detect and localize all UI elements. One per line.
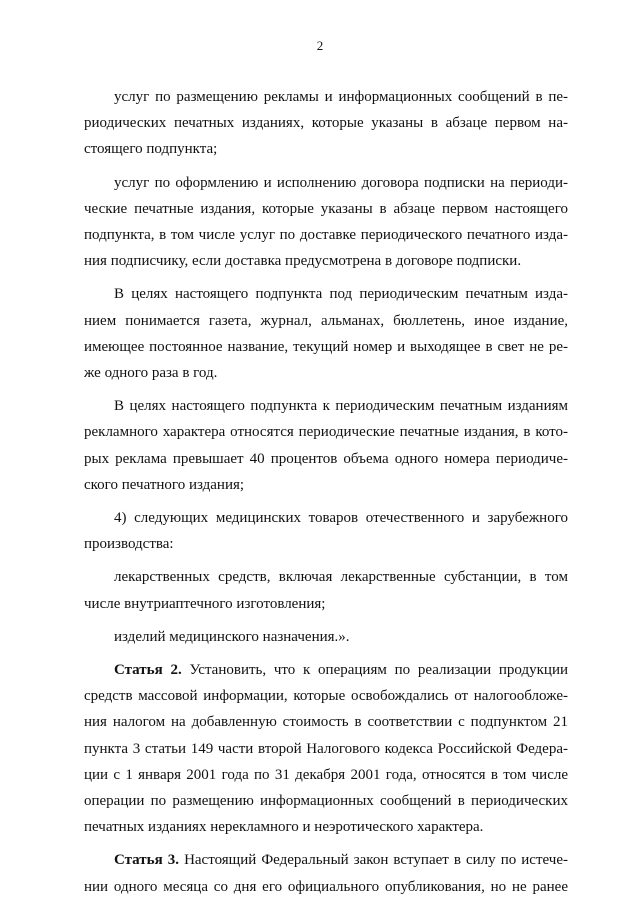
text-line: числе внутриаптечного изготовления; [84, 595, 326, 612]
paragraph-periodical-definition [84, 281, 568, 386]
text-line: печатных изданиях нерекламного и неэротического характера. [84, 819, 484, 836]
text-line: 4) следующих медицинских товаров отечественного и зарубежного [114, 510, 568, 527]
text-line: лекарственных средств, включая лекарственные субстанции, в том [114, 569, 568, 586]
text-line: ния подписчику, если доставка предусмотрена в договоре подписки. [84, 253, 522, 270]
text-line [84, 847, 568, 873]
text-line: подпункта, в том числе услуг по доставке периодического печатного изда- [84, 227, 568, 244]
text-line: производства: [84, 536, 174, 553]
text-line: ческие печатные издания, которые указаны в абзаце первом настоящего [84, 200, 568, 217]
article-2 [84, 657, 568, 840]
text-line: В целях настоящего подпункта под периодическим печатным изда- [114, 286, 568, 303]
article-2-label: Статья 2. [114, 662, 182, 679]
document-body [84, 84, 568, 907]
text-line: стоящего подпункта; [84, 141, 218, 158]
text-line: услуг по оформлению и исполнению договора подписки на периоди- [114, 174, 568, 191]
text-line: изделий медицинского назначения.». [114, 628, 350, 645]
paragraph-advertising-services [84, 84, 568, 163]
text-line: риодических печатных изданиях, которые указаны в абзаце первом на- [84, 115, 568, 132]
text-line: ского печатного издания; [84, 476, 245, 493]
text-line: ния налогом на добавленную стоимость в соответствии с подпунктом 21 [84, 714, 568, 731]
paragraph-medical-goods [84, 505, 568, 557]
text-line: средств массовой информации, которые освобождались от налогообложе- [84, 688, 568, 705]
text-line: же одного раза в год. [84, 365, 218, 382]
text-line: имеющее постоянное название, текущий номер и выходящее в свет не ре- [84, 338, 568, 355]
text-line: пункта 3 статьи 149 части второй Налогового кодекса Российской Федера- [84, 740, 568, 757]
text-line [84, 657, 568, 683]
text-line: нием понимается газета, журнал, альманах, бюллетень, иное издание, [84, 312, 568, 329]
article-2-first-line: Установить, что к операциям по реализации продукции [189, 662, 568, 679]
text-line: нии одного месяца со дня его официального опубликования, но не ранее [84, 878, 568, 895]
article-3-first-line: Настоящий Федеральный закон вступает в силу по истече- [184, 852, 568, 869]
text-line: рых реклама превышает 40 процентов объема одного номера периодиче- [84, 450, 568, 467]
text-line: рекламного характера относятся периодические печатные издания, в кото- [84, 424, 568, 441]
text-line: услуг по размещению рекламы и информационных сообщений в пе- [114, 89, 568, 105]
text-line: ции с 1 января 2001 года по 31 декабря 2001 года, относятся в том числе [84, 766, 568, 783]
text-line: операции по размещению информационных сообщений в периодических [84, 793, 568, 810]
paragraph-advertising-periodicals [84, 393, 568, 498]
paragraph-medicines [84, 564, 568, 616]
article-3-label: Статья 3. [114, 852, 180, 869]
paragraph-subscription-services [84, 170, 568, 275]
text-line: В целях настоящего подпункта к периодическим печатным изданиям [114, 398, 568, 415]
article-3 [84, 847, 568, 899]
page-number: 2 [316, 38, 324, 53]
paragraph-medical-devices [84, 624, 568, 650]
